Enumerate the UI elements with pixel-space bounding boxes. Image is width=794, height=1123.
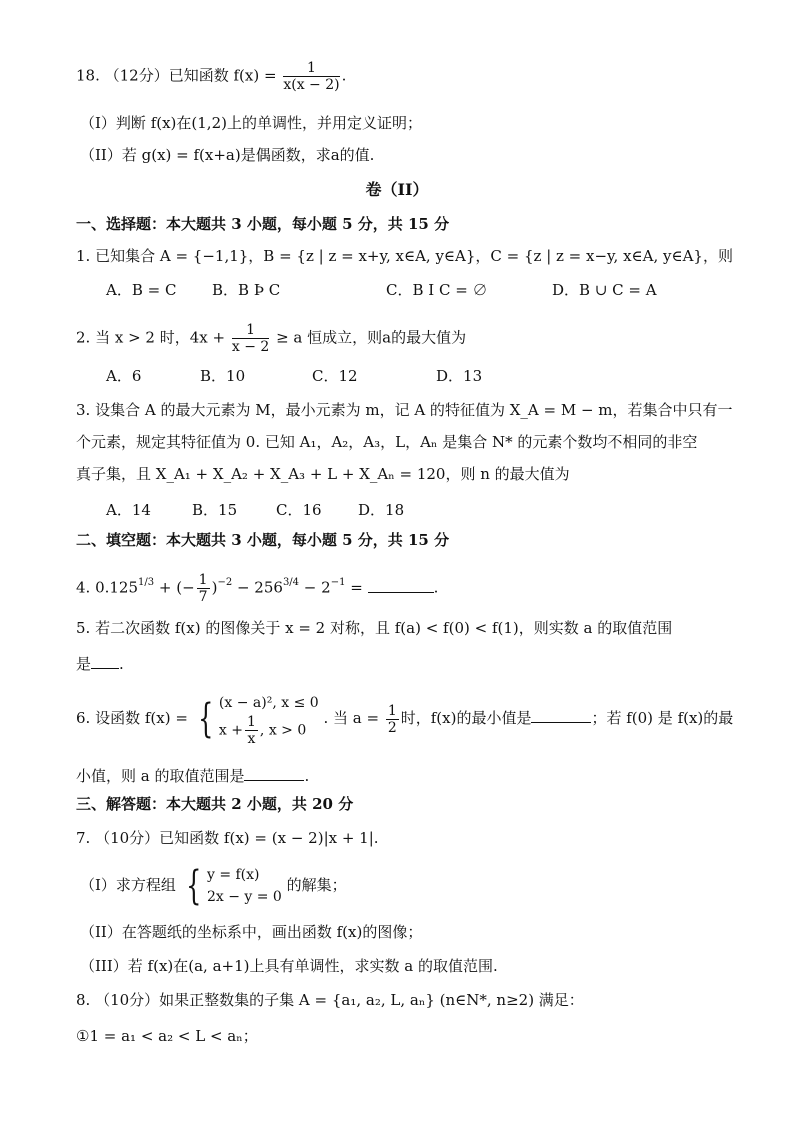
q4-exp2: −2 (217, 576, 233, 588)
q6-period: . (304, 767, 310, 785)
q1-option-a: A．B = C (106, 281, 177, 299)
q5-line2 (76, 652, 124, 674)
q2-stem-end: ≥ a 恒成立，则a的最大值为 (276, 328, 467, 347)
q7-brace-icon: { (185, 863, 202, 909)
q7-cases (207, 864, 282, 908)
section1-heading: 一、选择题：本大题共 3 小题，每小题 5 分，共 15 分 (76, 215, 450, 233)
q4-term4: − 2 (299, 578, 331, 597)
q4-exp4: −1 (330, 576, 346, 588)
q1-option-b: B．B Þ C (212, 281, 281, 299)
q1-option-c: C．B I C = ∅ (386, 281, 488, 299)
q18-fraction (283, 60, 339, 93)
q6-a-denominator: 2 (387, 719, 397, 736)
q1-option-d: D．B ∪ C = A (552, 281, 657, 299)
q3-line1: 3. 设集合 A 的最大元素为 M，最小元素为 m，记 A 的特征值为 X_A = M − m，若集合中只有一 (76, 401, 733, 419)
q5-period: . (119, 655, 124, 673)
q4-period: . (433, 578, 439, 597)
q7-case1: y = f(x) (206, 867, 260, 883)
q6-answer-blank-2[interactable] (244, 764, 304, 781)
q2-option-a: A．6 (106, 367, 142, 385)
q2-option-d: D．13 (436, 367, 483, 385)
section2-heading: 二、填空题：本大题共 3 小题，每小题 5 分，共 15 分 (76, 531, 450, 549)
q6-case2-text: x + (218, 722, 243, 738)
q4-term1: 4. 0.125 (76, 578, 139, 597)
q6-when-text: . 当 a = (323, 709, 380, 727)
q18-function-name: f(x) = (233, 66, 277, 85)
q4-fraction (197, 572, 210, 605)
q6-line2 (76, 764, 309, 786)
section3-heading: 三、解答题：本大题共 2 小题，共 20 分 (76, 795, 354, 813)
q6-brace-icon: { (197, 696, 214, 742)
q6-case1: (x − a)², x ≤ 0 (218, 694, 319, 711)
q3-line2: 个元素，规定其特征值为 0. 已知 A₁，A₂，A₃，L，Aₙ 是集合 N* 的元素个数均不相同的非空 (76, 433, 698, 451)
q7-stem: 7. （10分）已知函数 f(x) = (x − 2)|x + 1|. (76, 829, 379, 847)
q18-stem-end: . (341, 66, 347, 85)
q4-paren: ) (211, 578, 218, 597)
q6-line2-text: 小值，则 a 的取值范围是 (76, 767, 245, 785)
q5-answer-blank[interactable] (91, 652, 119, 669)
q8-condition1: ①1 = a₁ < a₂ < L < aₙ； (76, 1027, 258, 1045)
q7-part1 (80, 858, 347, 912)
q4-term2: + (− (154, 578, 195, 597)
q7-part2: （II）在答题纸的坐标系中，画出函数 f(x)的图像； (80, 923, 423, 941)
q18-part2: （II）若 g(x) = f(x+a)是偶函数，求a的值. (80, 146, 375, 164)
q18-part1: （I）判断 f(x)在(1,2)上的单调性，并用定义证明； (80, 114, 422, 132)
q4-exp3: 3/4 (282, 576, 300, 588)
q2-fraction (232, 322, 269, 355)
q5-line1: 5. 若二次函数 f(x) 的图像关于 x = 2 对称，且 f(a) < f(0) < f(1)，则实数 a 的取值范围 (76, 619, 673, 637)
q6-min-text: 时，f(x)的最小值是 (400, 709, 532, 727)
q6-answer-blank-1[interactable] (531, 706, 591, 723)
q6-a-fraction (386, 703, 399, 736)
q6-stem (76, 690, 733, 747)
q18-fraction-numerator: 1 (283, 60, 339, 77)
q8-stem: 8. （10分）如果正整数集的子集 A = {a₁, a₂, L, aₙ} (n∈N*, n≥2) 满足： (76, 991, 584, 1009)
q4-term3: − 256 (232, 578, 283, 597)
q2-stem (76, 322, 466, 355)
q18-stem (76, 60, 346, 93)
q3-option-a: A．14 (106, 501, 151, 519)
q4-fraction-denominator: 7 (198, 589, 208, 605)
q2-stem-text: 2. 当 x > 2 时，4x + (76, 328, 226, 347)
q7-part1-end: 的解集； (286, 876, 347, 894)
volume2-title: 卷（II） (365, 180, 429, 199)
q4-answer-blank[interactable] (368, 576, 434, 593)
q6-case2-numerator: 1 (247, 713, 256, 730)
q6-case2 (219, 714, 319, 747)
q6-condition-text: ；若 f(0) 是 f(x)的最 (591, 709, 734, 727)
q6-a-numerator: 1 (387, 702, 397, 719)
q6-stem-text: 6. 设函数 f(x) = (76, 709, 188, 727)
q6-case2-fraction (245, 714, 258, 747)
q5-line2-text: 是 (76, 655, 92, 673)
q2-option-c: C．12 (312, 367, 358, 385)
q7-case2: 2x − y = 0 (206, 889, 282, 905)
q3-option-c: C．16 (276, 501, 322, 519)
q4-exp1: 1/3 (138, 576, 155, 588)
q1-stem: 1. 已知集合 A = {−1,1}，B = {z | z = x+y, x∈A, y∈A}，C = {z | z = x−y, x∈A, y∈A}，则 (76, 247, 733, 265)
q7-part1-text: （I）求方程组 (80, 876, 176, 894)
q2-option-b: B．10 (200, 367, 246, 385)
q4-fraction-numerator: 1 (198, 572, 208, 588)
q3-option-d: D．18 (358, 501, 405, 519)
q4-expression (76, 572, 438, 605)
q18-stem-text: 18. （12分）已知函数 (76, 66, 229, 85)
q7-part3: （III）若 f(x)在(a, a+1)上具有单调性，求实数 a 的取值范围. (80, 957, 498, 975)
q3-line3: 真子集，且 X_A₁ + X_A₂ + X_A₃ + L + X_Aₙ = 120，则 n 的最大值为 (76, 465, 570, 483)
q6-cases (219, 692, 319, 747)
q4-equals: = (345, 578, 363, 597)
q2-fraction-denominator: x − 2 (231, 339, 270, 355)
q6-case2-condition: , x > 0 (259, 722, 307, 738)
q18-fraction-denominator: x(x − 2) (283, 77, 340, 93)
q6-case2-denominator: x (247, 730, 256, 747)
q2-fraction-numerator: 1 (232, 322, 269, 339)
q3-option-b: B．15 (192, 501, 238, 519)
